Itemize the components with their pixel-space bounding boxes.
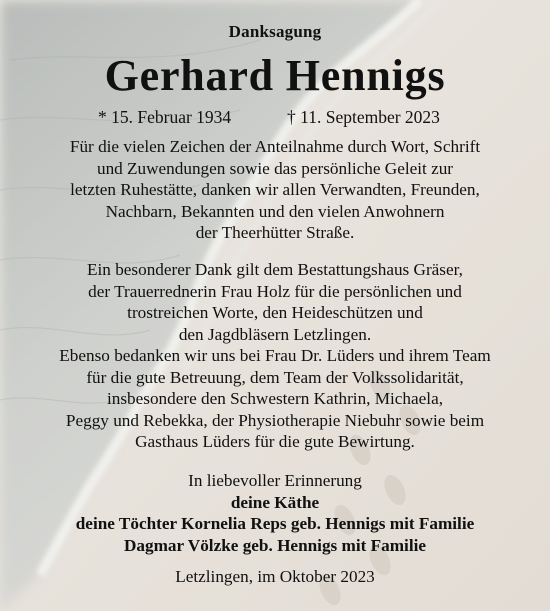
deceased-name: Gerhard Hennigs xyxy=(104,51,446,100)
text-line: und Zuwendungen sowie das persönliche Geleit zur xyxy=(96,158,454,178)
birth-date: * 15. Februar 1934 xyxy=(98,107,232,127)
signer-line: Dagmar Völzke geb. Hennigs mit Familie xyxy=(123,535,427,555)
closing-intro: In liebevoller Erinnerung xyxy=(188,471,362,490)
text-line: der Trauerrednerin Frau Holz für die persönlichen und xyxy=(88,281,462,301)
text-line: der Theerhütter Straße. xyxy=(195,223,355,242)
text-line: Ebenso bedanken wir uns bei Frau Dr. Lüders und ihrem Team xyxy=(59,346,491,365)
text-line: Peggy und Rebekka, der Physiotherapie Niebuhr sowie beim xyxy=(65,410,485,430)
thanks-paragraph-1 xyxy=(0,136,550,244)
death-date: † 11. September 2023 xyxy=(287,107,440,127)
text-line: für die gute Betreuung, dem Team der Volkssolidarität, xyxy=(86,367,464,387)
text-line: insbesondere den Schwestern Kathrin, Michaela, xyxy=(106,389,443,408)
text-line: letzten Ruhestätte, danken wir allen Verwandten, Freunden, xyxy=(70,180,480,199)
place-and-date: Letzlingen, im Oktober 2023 xyxy=(175,567,375,586)
text-line: trostreichen Worte, den Heideschützen und xyxy=(127,303,423,322)
signer-line: deine Töchter Kornelia Reps geb. Hennigs mit Familie xyxy=(75,514,475,533)
text-line: Ein besonderer Dank gilt dem Bestattungshaus Gräser, xyxy=(87,260,463,279)
signer-line: deine Käthe xyxy=(230,492,320,512)
text-line: Gasthaus Lüders für die gute Bewirtung. xyxy=(135,432,415,451)
text-line: Nachbarn, Bekannten und den vielen Anwohnern xyxy=(105,201,445,221)
closing-block xyxy=(0,470,550,556)
thanks-paragraph-2 xyxy=(0,259,550,453)
text-line: den Jagdbläsern Letzlingen. xyxy=(178,324,372,344)
heading: Danksagung xyxy=(228,22,322,41)
text-line: Für die vielen Zeichen der Anteilnahme durch Wort, Schrift xyxy=(69,137,481,156)
